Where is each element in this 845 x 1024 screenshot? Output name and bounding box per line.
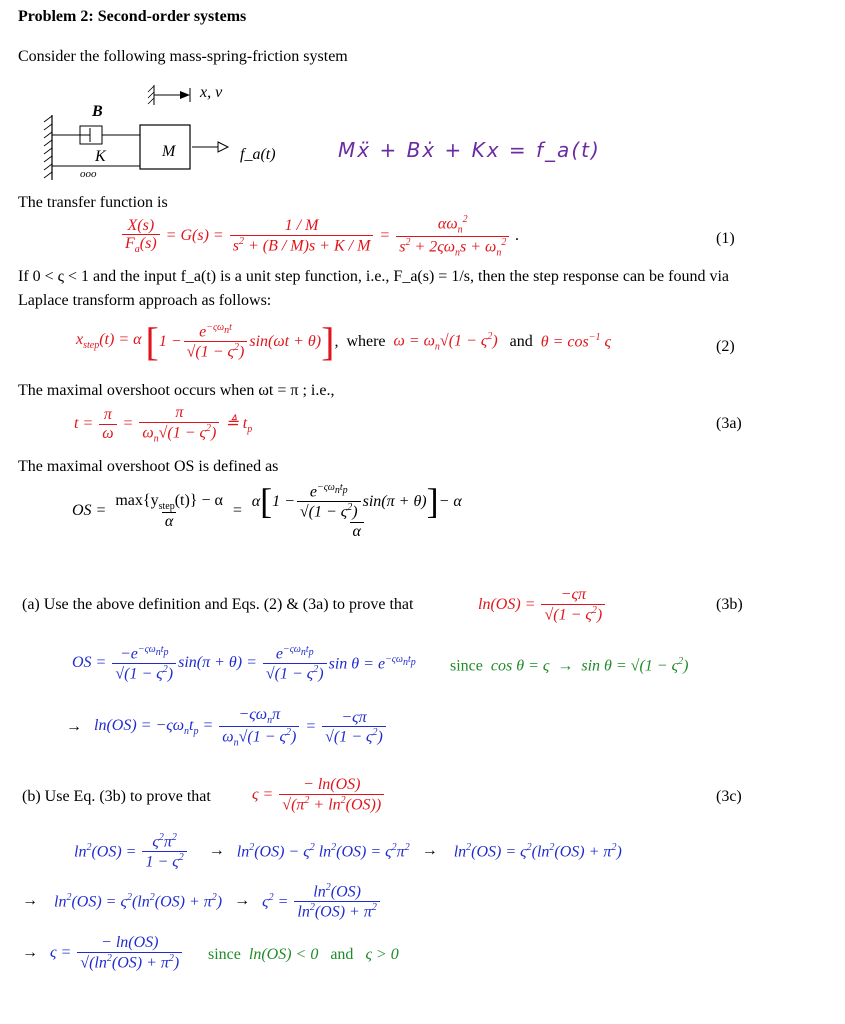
overshoot-when: The maximal overshoot occurs when ωt = π ; i.e., [18,382,335,399]
equation-1: $\frac{X(s)}{F_a(s)}$ = G(s) = $\frac{1 / M}{s^2 + (B / M)s + K / M}$ = $\frac{\alpha\omega_n^2}{s^2 + 2\varsigma\omega_ns + \omega_n^2}$ . [120,214,519,258]
os-definition: The maximal overshoot OS is defined as [18,458,279,475]
intro-text: Consider the following mass-spring-friction system [18,48,348,65]
handwritten-equation: Mẍ + Bẋ + Kx = f_a(t) [338,138,601,162]
spring-label: K [95,148,106,165]
problem-heading: Problem 2: Second-order systems [18,8,247,25]
since-a: since $\cos \theta = \varsigma \to \sin \theta = √(1 - \varsigma^2)$ [450,656,689,675]
part-a-text: (a) Use the above definition and Eqs. (2) & (3a) to prove that [22,596,414,613]
equation-3c: ς = $\frac{- \ln(OS)}{√(\pi^2 + \ln^2(OS))}$ [252,776,386,814]
and-text: and [509,332,533,350]
eq3a-number: (3a) [716,415,742,432]
eq3c-number: (3c) [716,788,742,805]
condition-text: If 0 < ς < 1 and the input f_a(t) is a unit step function, i.e., F_a(s) = 1/s, then the step response can be found via [18,268,730,285]
proof-b-line2: → $\ln^2(OS) = \varsigma^2(\ln^2(OS) + \pi^2)$ → $\varsigma^2$ = $\frac{\ln^2(OS)}{\ln^2(OS) + \pi^2}$ [22,882,382,921]
since-b: since ln(OS) < 0 and ς > 0 [208,946,399,963]
mass-spring-figure [40,80,310,190]
equation-3b: ln(OS) = $\frac{-\varsigma\pi}{√(1 - \varsigma^2)}$ [478,586,607,624]
force-label: f_a(t) [240,146,276,163]
tf-intro: The transfer function is [18,194,168,211]
xv-label: x, v [200,84,223,101]
part-b-text: (b) Use Eq. (3b) to prove that [22,788,211,805]
where-text: where [346,332,386,350]
svg-text:ooo: ooo [80,168,97,180]
proof-a-line2: → $\ln(OS) = -\varsigma\omega_nt_p$ = $\frac{-\varsigma\omega_n\pi}{\omega_n√(1 - \varsigma^2)}$ = $\frac{-\varsigma\pi}{√(1 - \varsigma^2)}$ [66,706,388,749]
proof-b-line1: $\ln^2(OS)$ = $\frac{\varsigma^2\pi^2}{1 - \varsigma^2}$ → $\ln^2(OS) - \varsigma^2$ $\ln^2(OS) = \varsigma^2\pi^2$ → $\ln^2(OS) = \varsigma^2(\ln^2(OS) + \pi^2)$ [74,832,622,871]
equation-3a: t = $\frac{\pi}{\omega}$ = $\frac{\pi}{\omega_n√(1 - \varsigma^2)}$ ≜ $t_p$ [74,404,253,445]
os-equation: OS = $\frac{\max\{y_{step}(t)\} - \alpha}{\alpha}$ = α [ 1 − $\frac{e^{-\varsigma\omega_nt_p}}{√(1 - \varsigma^2)}$ sin(π + θ) ] − α α [72,481,462,540]
eq1-number: (1) [716,230,735,247]
mass-label: M [162,143,176,160]
equation-2: $x_{step}(t) = \alpha$ [ 1 − $\frac{e^{-\varsigma\omega_nt}}{√(1 - \varsigma^2)}$ sin(ωt + θ) ] , where $\omega = \omega_n√(1 - \varsigma^2)$ and $\theta = \cos^{-1} \varsigma$ [76,319,611,364]
damper-label: B [92,103,103,120]
eq3b-number: (3b) [716,596,743,613]
proof-a-line1: OS = $\frac{-e^{-\varsigma\omega_nt_p}}{√(1 - \varsigma^2)}$ sin(π + θ) = $\frac{e^{-\varsigma\omega_nt_p}}{√(1 - \varsigma^2)}$ $\sin \theta = e^{-\varsigma\omega_nt_p}$ [72,644,416,683]
proof-b-line3: → ς = $\frac{- \ln(OS)}{√(\ln^2(OS) + \pi^2)}$ [22,934,184,972]
eq2-number: (2) [716,338,735,355]
condition-text-2: Laplace transform approach as follows: [18,292,272,309]
